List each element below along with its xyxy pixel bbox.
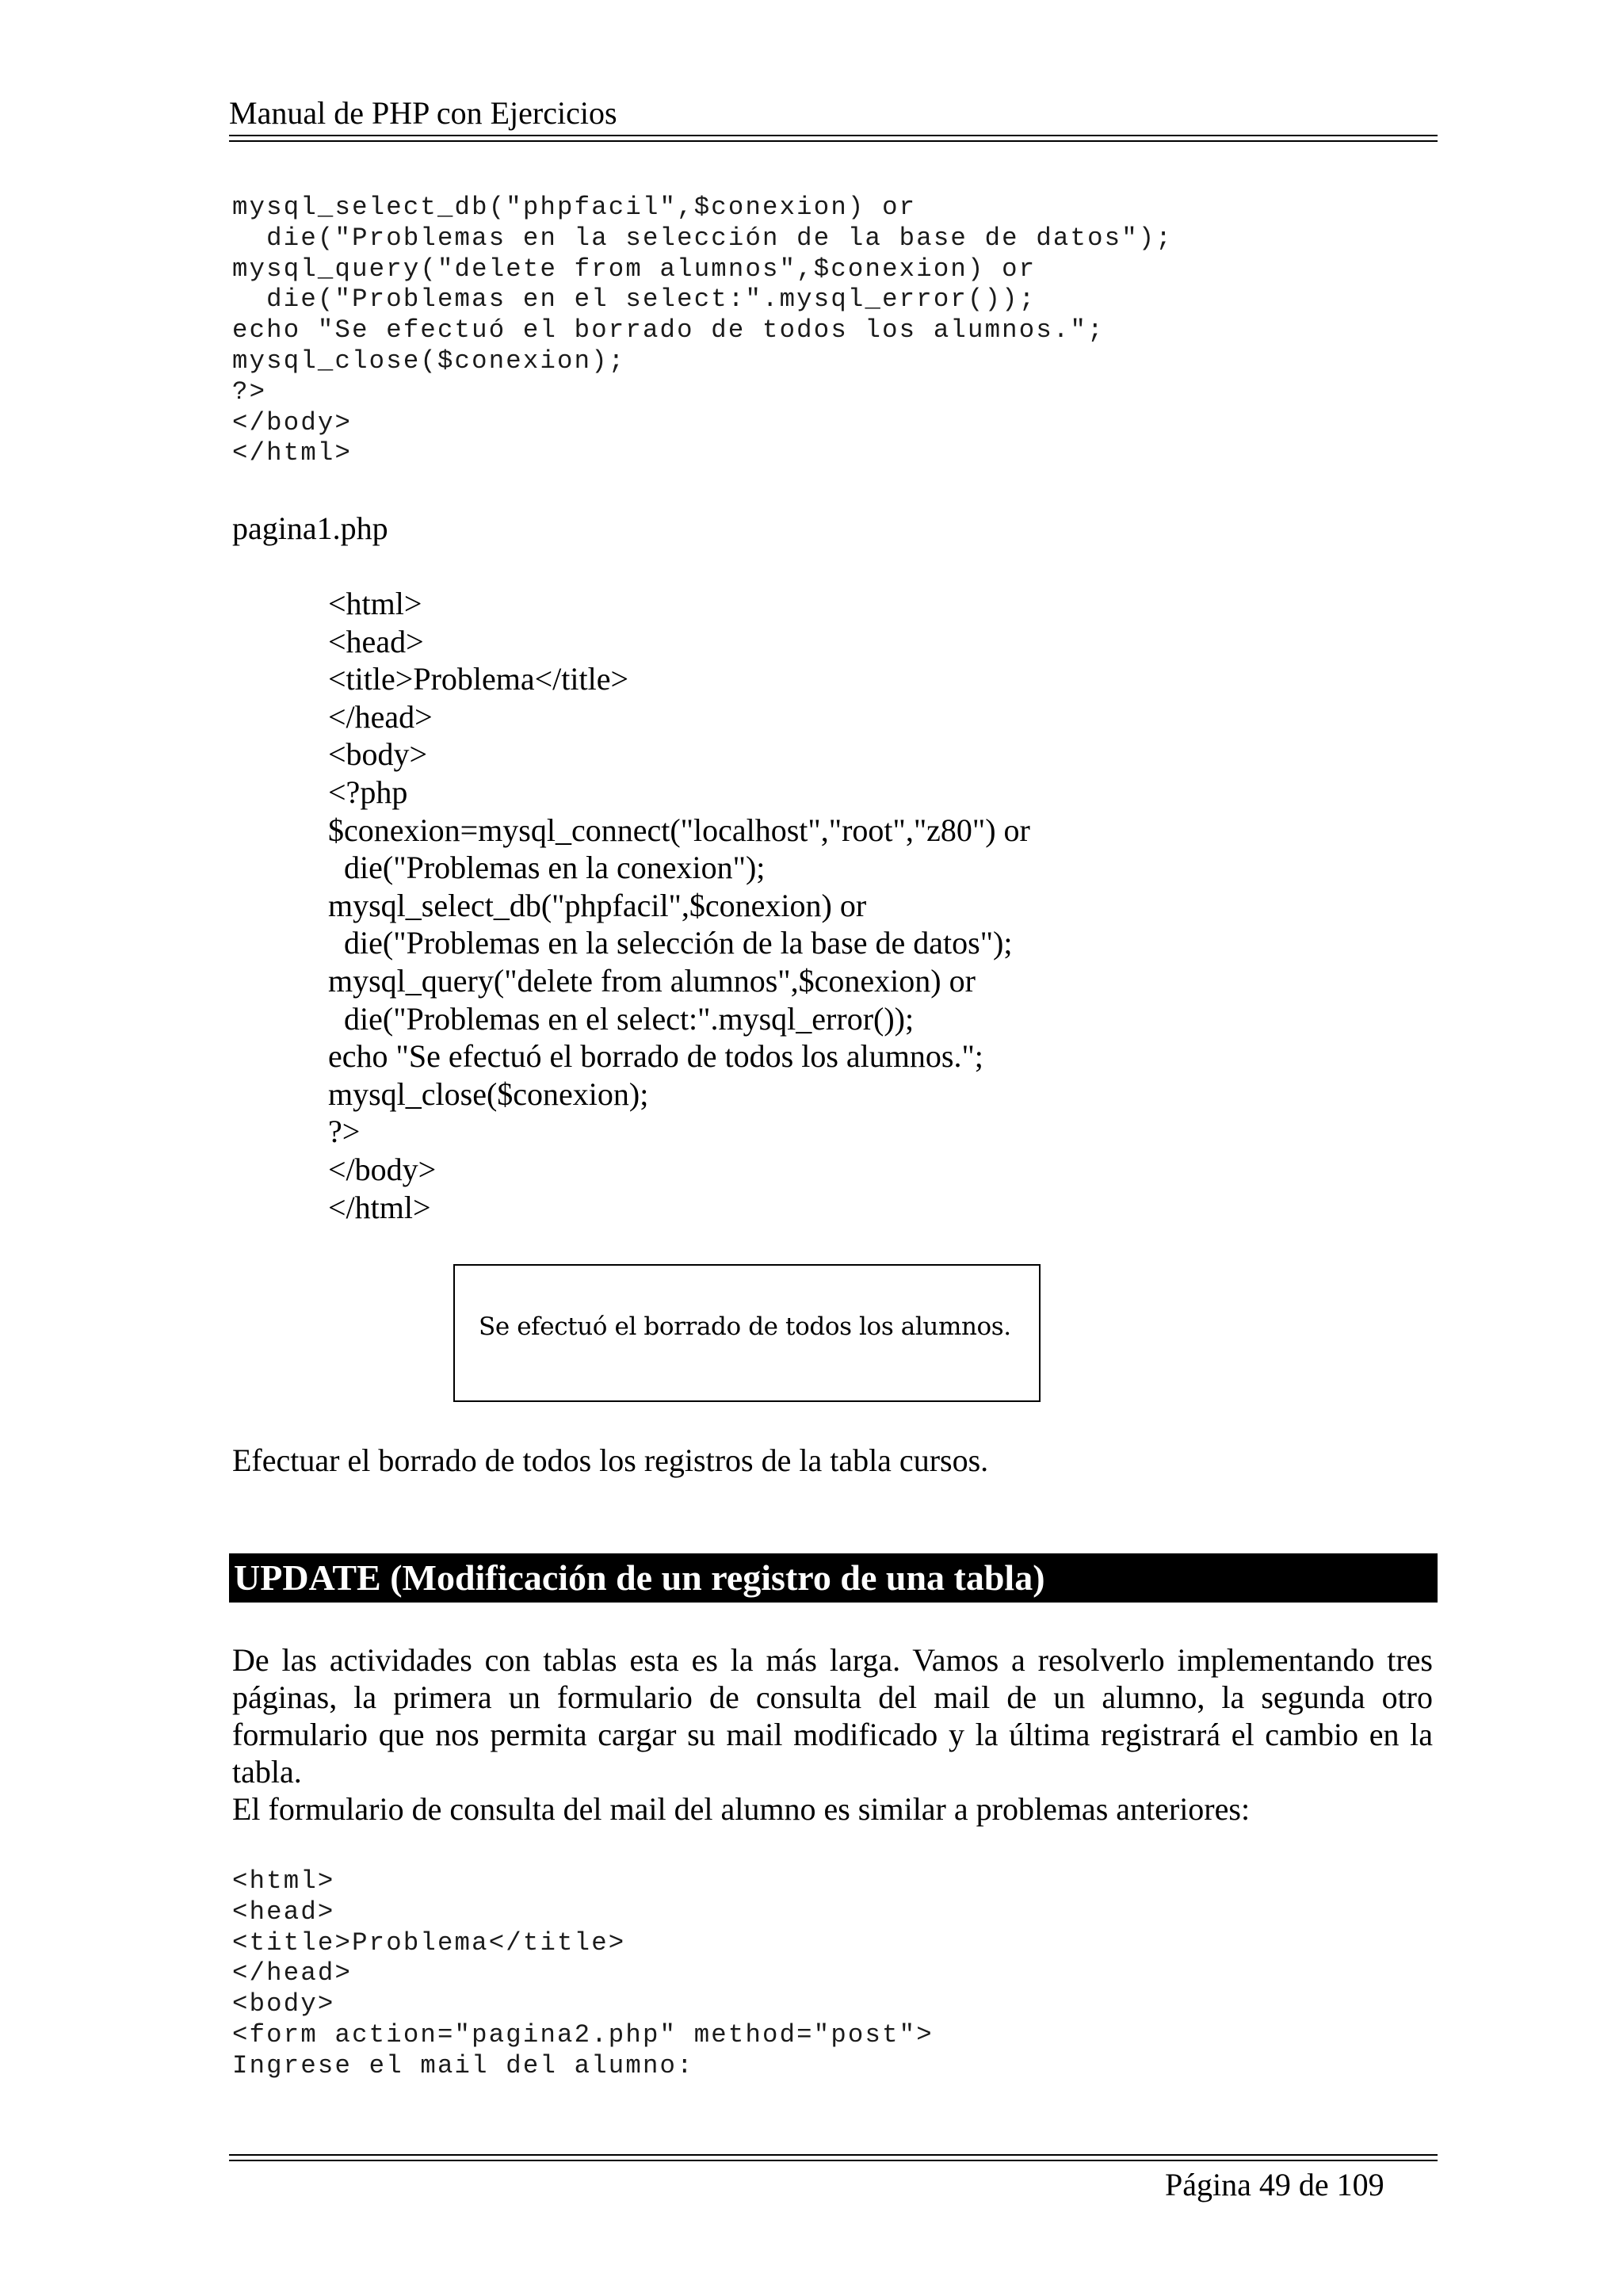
paragraph-line: formulario que nos permita cargar su mail modificado y la última registrará el cambio en la [232, 1717, 1433, 1752]
code-line: </body> [232, 407, 353, 437]
listing-line: die("Problemas en el select:".mysql_error()); [328, 1000, 915, 1037]
code-line: <html> [232, 1866, 335, 1896]
listing-line: die("Problemas en la selección de la base de datos"); [328, 925, 1013, 961]
footer-rule [229, 2154, 1438, 2161]
code-line: </head> [232, 1958, 353, 1988]
code-line: Ingrese el mail del alumno: [232, 2050, 694, 2080]
code-line: ?> [232, 376, 267, 407]
listing-line: die("Problemas en la conexion"); [328, 850, 766, 886]
exercise-text: Efectuar el borrado de todos los registros de la tabla cursos. [232, 1442, 989, 1478]
listing-line: </body> [328, 1151, 437, 1187]
code-line: </html> [232, 438, 353, 468]
code-listing-continued [232, 193, 1173, 469]
listing-line: echo "Se efectuó el borrado de todos los alumnos."; [328, 1038, 983, 1075]
listing-line: $conexion=mysql_connect("localhost","root","z80") or [328, 812, 1030, 848]
file-label: pagina1.php [232, 510, 388, 546]
browser-output-sample [453, 1264, 1041, 1402]
code-line: mysql_select_db("phpfacil",$conexion) or [232, 193, 917, 222]
page-number: Página 49 de 109 [1165, 2167, 1384, 2202]
code-line: echo "Se efectuó el borrado de todos los alumnos."; [232, 315, 1105, 346]
listing-line: mysql_close($conexion); [328, 1075, 649, 1112]
listing-line: </head> [328, 698, 433, 735]
listing-line: <body> [328, 736, 428, 773]
code-line: <body> [232, 1989, 335, 2019]
paragraph-line: páginas, la primera un formulario de consulta del mail de un alumno, la segunda otro [232, 1679, 1433, 1715]
code-line: <title>Problema</title> [232, 1927, 626, 1958]
listing-line: mysql_select_db("phpfacil",$conexion) or [328, 887, 867, 923]
code-listing-form [232, 1866, 934, 2082]
running-header: Manual de PHP con Ejercicios [229, 95, 617, 131]
header-rule [229, 135, 1438, 142]
listing-line: <?php [328, 774, 408, 810]
listing-line: <title>Problema</title> [328, 661, 629, 697]
section-heading-bar [229, 1553, 1438, 1603]
source-listing [328, 585, 1030, 1226]
listing-line: <head> [328, 623, 424, 659]
code-line: mysql_close($conexion); [232, 346, 626, 376]
output-message: Se efectuó el borrado de todos los alumnos. [479, 1312, 1011, 1341]
code-line: die("Problemas en la selección de la base de datos"); [232, 223, 1173, 253]
body-paragraph [232, 1790, 1433, 1828]
listing-line: <html> [328, 586, 422, 621]
listing-line: mysql_query("delete from alumnos",$conexion) or [328, 962, 976, 999]
code-line: mysql_query("delete from alumnos",$conexion) or [232, 254, 1037, 284]
paragraph-line: El formulario de consulta del mail del alumno es similar a problemas anteriores: [232, 1791, 1251, 1827]
listing-line: ?> [328, 1114, 361, 1150]
code-line: <head> [232, 1897, 335, 1927]
paragraph-line: De las actividades con tablas esta es la más larga. Vamos a resolverlo implementando tres [232, 1642, 1433, 1678]
body-paragraph [232, 1641, 1433, 1790]
paragraph-line: tabla. [232, 1754, 302, 1790]
section-title: UPDATE (Modificación de un registro de una tabla) [234, 1557, 1045, 1598]
code-line: <form action="pagina2.php" method="post"> [232, 2019, 934, 2050]
listing-line: </html> [328, 1189, 431, 1225]
code-line: die("Problemas en el select:".mysql_error()); [232, 285, 1037, 315]
